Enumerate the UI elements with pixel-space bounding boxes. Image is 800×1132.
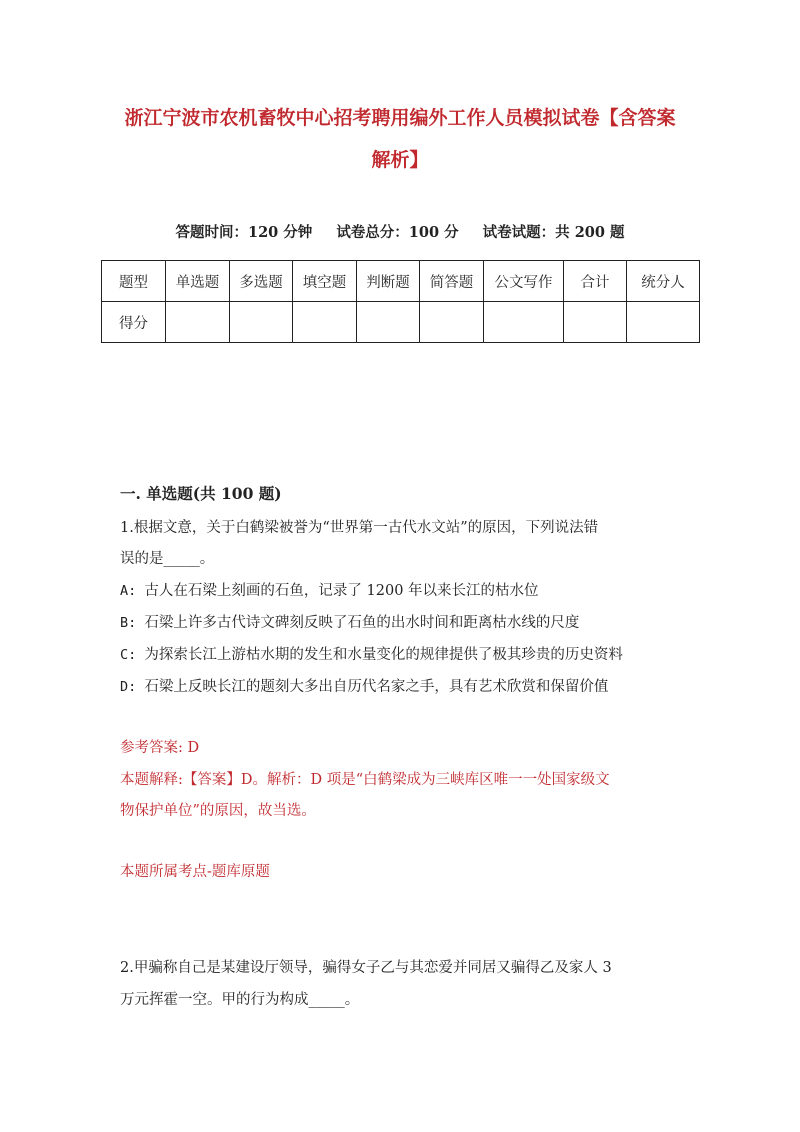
question-1-explanation-line1: 本题解释:【答案】D。解析：D 项是“白鹤梁成为三峡库区唯一一处国家级文: [120, 772, 610, 788]
score-table-header-row: [102, 261, 700, 302]
section-heading: 一. 单选题(共 100 题): [120, 484, 282, 503]
question-2-stem-line1: 2.甲骗称自己是某建设厅领导，骗得女子乙与其恋爱并同居又骗得乙及家人 3: [120, 960, 612, 976]
score-row-label: 得分: [102, 302, 166, 343]
question-2-stem-line2: 万元挥霍一空。甲的行为构成_____。: [120, 992, 360, 1008]
question-1-topic: 本题所属考点-题库原题: [120, 864, 270, 880]
score-header-cell: 判断题: [357, 261, 420, 302]
document-title-line1: 浙江宁波市农机畜牧中心招考聘用编外工作人员模拟试卷【含答案: [124, 107, 676, 129]
score-cell-empty: [166, 302, 230, 343]
score-header-cell: 公文写作: [484, 261, 564, 302]
score-table-score-row: [102, 302, 700, 343]
question-1-answer: 参考答案: D: [120, 740, 200, 756]
exam-time: 答题时间：120 分钟: [175, 224, 313, 241]
score-table: [101, 260, 700, 343]
score-cell-empty: [293, 302, 357, 343]
score-header-cell: 多选题: [230, 261, 293, 302]
exam-meta: [100, 222, 700, 244]
option-text: 石梁上许多古代诗文碑刻反映了石鱼的出水时间和距离枯水线的尺度: [144, 615, 580, 631]
option-label: A:: [120, 583, 137, 599]
score-cell-empty: [357, 302, 420, 343]
option-text: 古人在石梁上刻画的石鱼，记录了 1200 年以来长江的枯水位: [144, 583, 539, 599]
question-1-option-a: [120, 580, 690, 602]
score-header-cell: 合计: [564, 261, 627, 302]
score-header-cell: 简答题: [420, 261, 484, 302]
score-header-cell: 单选题: [166, 261, 230, 302]
question-1-option-c: [120, 644, 690, 666]
question-1-option-b: [120, 612, 690, 634]
score-cell-empty: [230, 302, 293, 343]
option-label: D:: [120, 679, 137, 695]
document-title-line2: 解析】: [371, 149, 429, 171]
question-1-stem-line2: 误的是_____。: [120, 551, 215, 567]
score-cell-empty: [627, 302, 700, 343]
score-cell-empty: [484, 302, 564, 343]
option-text: 为探索长江上游枯水期的发生和水量变化的规律提供了极其珍贵的历史资料: [144, 647, 623, 663]
option-label: B:: [120, 615, 137, 631]
score-cell-empty: [564, 302, 627, 343]
exam-total-score: 试卷总分：100 分: [336, 224, 459, 241]
option-label: C:: [120, 647, 137, 663]
score-cell-empty: [420, 302, 484, 343]
score-header-cell: 填空题: [293, 261, 357, 302]
score-header-cell: 题型: [102, 261, 166, 302]
question-1-stem-line1: 1.根据文意，关于白鹤梁被誉为“世界第一古代水文站”的原因，下列说法错: [120, 520, 599, 536]
option-text: 石梁上反映长江的题刻大多出自历代名家之手，具有艺术欣赏和保留价值: [144, 679, 609, 695]
question-1-explanation-line2: 物保护单位”的原因，故当选。: [120, 803, 316, 819]
exam-question-count: 试卷试题：共 200 题: [482, 224, 625, 241]
score-header-cell: 统分人: [627, 261, 700, 302]
question-1-option-d: [120, 676, 690, 698]
